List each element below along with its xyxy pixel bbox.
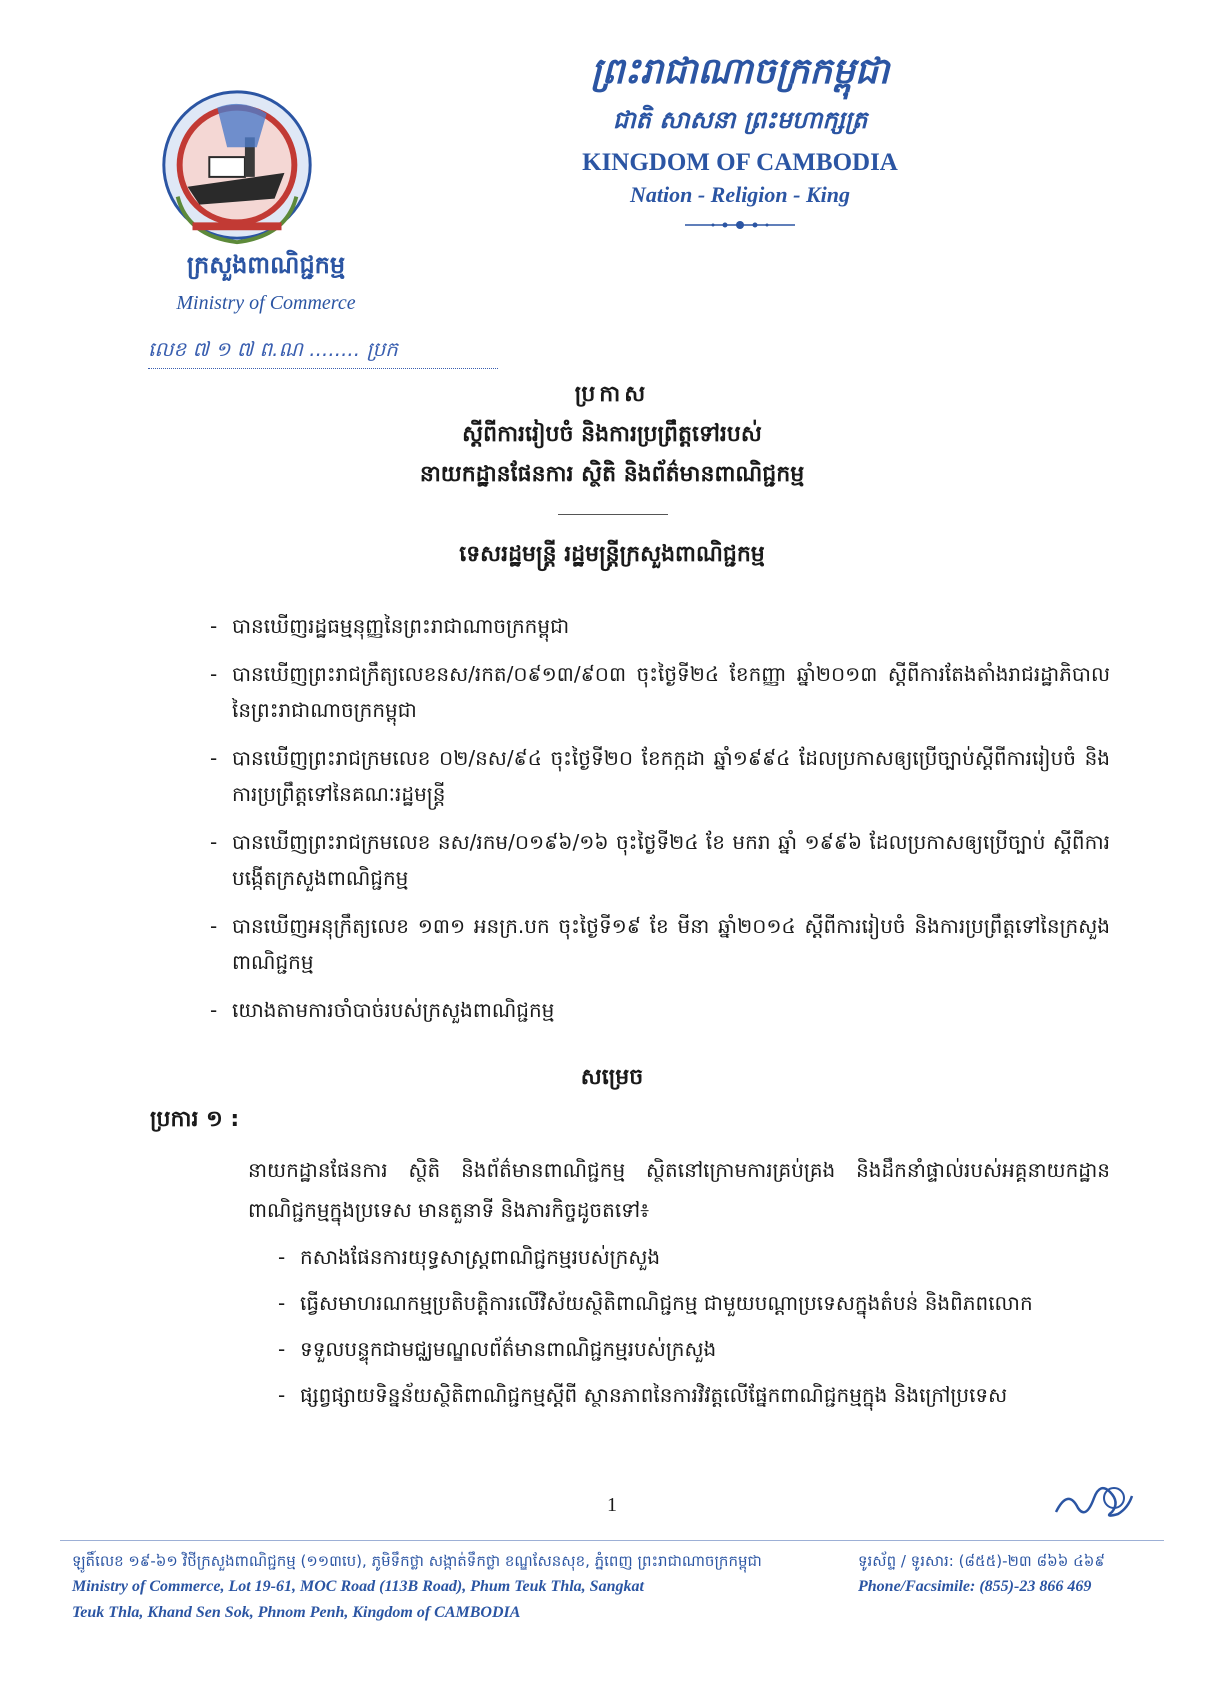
- duty-item: - ធ្វើសមាហរណកម្មប្រតិបត្តិការលើវិស័យស្ថិតិពាណិជ្ជកម្ម ជាមួយបណ្តាប្រទេសក្នុងតំបន់ និងពិភពលោក: [278, 1284, 1110, 1322]
- handwritten-initials-icon: [1048, 1468, 1138, 1524]
- decision-heading: សម្រេច: [580, 1065, 644, 1090]
- kingdom-name-khmer: ព្រះរាជាណាចក្រកម្ពុជា: [590, 51, 890, 92]
- national-motto-khmer: ជាតិ សាសនា ព្រះមហាក្សត្រ: [612, 106, 868, 134]
- minister-title: ទេសរដ្ឋមន្ត្រី រដ្ឋមន្ត្រីក្រសួងពាណិជ្ជកម្ម: [459, 542, 765, 567]
- national-motto-english: Nation - Religion - King: [629, 182, 851, 207]
- footer-address-khmer: ឡូតិ៍លេខ ១៩-៦១ វិថីក្រសួងពាណិជ្ជកម្ម (១១៣បេ), ភូមិទឹកថ្លា សង្កាត់ទឹកថ្លា ខណ្ឌសែនសុខ, ភ្នំពេញ ព្រះរាជាណាចក្រកម្ពុជា: [72, 1552, 762, 1570]
- duty-item: - ទទួលបន្ទុកជាមជ្ឈមណ្ឌលព័ត៌មានពាណិជ្ជកម្មរបស់ក្រសួង: [278, 1330, 1110, 1368]
- duty-item: - កសាងផែនការយុទ្ធសាស្ត្រពាណិជ្ជកម្មរបស់ក្រសួង: [278, 1238, 1110, 1276]
- consideration-item: - បានឃើញរដ្ឋធម្មនុញ្ញនៃព្រះរាជាណាចក្រកម្ពុជា: [210, 608, 1110, 644]
- footer-divider: [60, 1540, 1164, 1541]
- ministry-name-english: Ministry of Commerce: [176, 292, 356, 314]
- consideration-item: - យោងតាមការចាំបាច់របស់ក្រសួងពាណិជ្ជកម្ម: [210, 992, 1110, 1028]
- duties-list: [278, 1238, 1110, 1422]
- article-1-body: នាយកដ្ឋានផែនការ ស្ថិតិ និងព័ត៌មានពាណិជ្ជកម្ម ស្ថិតនៅក្រោមការគ្រប់គ្រង និងដឹកនាំផ្ទាល់របស់អគ្គនាយកដ្ឋានពាណិជ្ជកម្មក្នុងប្រទេស មានតួនាទី និងភារកិច្ចដូចតទៅ៖: [248, 1158, 1110, 1222]
- consideration-item: - បានឃើញព្រះរាជក្រឹត្យលេខនស/រកត/០៩១៣/៩០៣ ចុះថ្ងៃទី២៤ ខែកញ្ញា ឆ្នាំ២០១៣ ស្តីពីការតែងតាំងរាជរដ្ឋាភិបាលនៃព្រះរាជាណាចក្រកម្ពុជា: [210, 656, 1110, 728]
- kingdom-name-english: KINGDOM OF CAMBODIA: [582, 149, 898, 176]
- consideration-item: - បានឃើញព្រះរាជក្រមលេខ ០២/នស/៩៤ ចុះថ្ងៃទី២០ ខែកក្កដា ឆ្នាំ១៩៩៤ ដែលប្រកាសឲ្យប្រើច្បាប់ស្តីពីការរៀបចំ និងការប្រព្រឹត្តទៅនៃគណៈរដ្ឋមន្ត្រី: [210, 740, 1110, 812]
- footer-phone-khmer: ទូរស័ព្ទ / ទូរសារ: (៨៥៥)-២៣ ៨៦៦ ៤៦៩: [858, 1552, 1105, 1570]
- ministry-name-khmer: ក្រសួងពាណិជ្ជកម្ម: [186, 251, 346, 279]
- reference-number: លេខ ៧ ១ ៧ ព.ណ ........ ប្រក: [148, 336, 498, 369]
- ministry-emblem-icon: [148, 78, 326, 256]
- kingdom-header: [540, 48, 940, 232]
- subject-line-2: នាយកដ្ឋានផែនការ ស្ថិតិ និងព័ត៌មានពាណិជ្ជកម្ម: [419, 462, 805, 487]
- subject-line-1: ស្តីពីការរៀបចំ និងការប្រព្រឹត្តទៅរបស់: [462, 422, 762, 447]
- article-1-label: ប្រការ ១ :: [150, 1107, 240, 1132]
- consideration-item: - បានឃើញព្រះរាជក្រមលេខ នស/រកម/០១៩៦/១៦ ចុះថ្ងៃទី២៤ ខែ មករា ឆ្នាំ ១៩៩៦ ដែលប្រកាសឲ្យប្រើច្បាប់ ស្តីពីការបង្កើតក្រសួងពាណិជ្ជកម្ម: [210, 824, 1110, 896]
- title-divider: [558, 514, 668, 515]
- footer-address-english: [72, 1574, 832, 1626]
- duty-item: - ផ្សព្វផ្សាយទិន្នន័យស្ថិតិពាណិជ្ជកម្មស្តីពី ស្ថានភាពនៃការវិវត្តលើផ្នែកពាណិជ្ជកម្មក្នុង និងក្រៅប្រទេស: [278, 1376, 1110, 1414]
- footer-phone-english: Phone/Facsimile: (855)-23 866 469: [858, 1578, 1092, 1595]
- consideration-item: - បានឃើញអនុក្រឹត្យលេខ ១៣១ អនក្រ.បក ចុះថ្ងៃទី១៩ ខែ មីនា ឆ្នាំ២០១៤ ស្តីពីការរៀបចំ និងការប្រព្រឹត្តទៅនៃក្រសួងពាណិជ្ជកម្ម: [210, 908, 1110, 980]
- document-type-title: ប្រកាស: [574, 382, 650, 407]
- footer-address-line-1: Ministry of Commerce, Lot 19-61, MOC Road (113B Road), Phum Teuk Thla, Sangkat: [72, 1578, 644, 1595]
- footer-address-line-2: Teuk Thla, Khand Sen Sok, Phnom Penh, Kingdom of CAMBODIA: [72, 1604, 521, 1621]
- considerations-list: [210, 608, 1110, 1040]
- page-number: 1: [607, 1494, 617, 1516]
- ornament-divider-icon: [685, 218, 795, 232]
